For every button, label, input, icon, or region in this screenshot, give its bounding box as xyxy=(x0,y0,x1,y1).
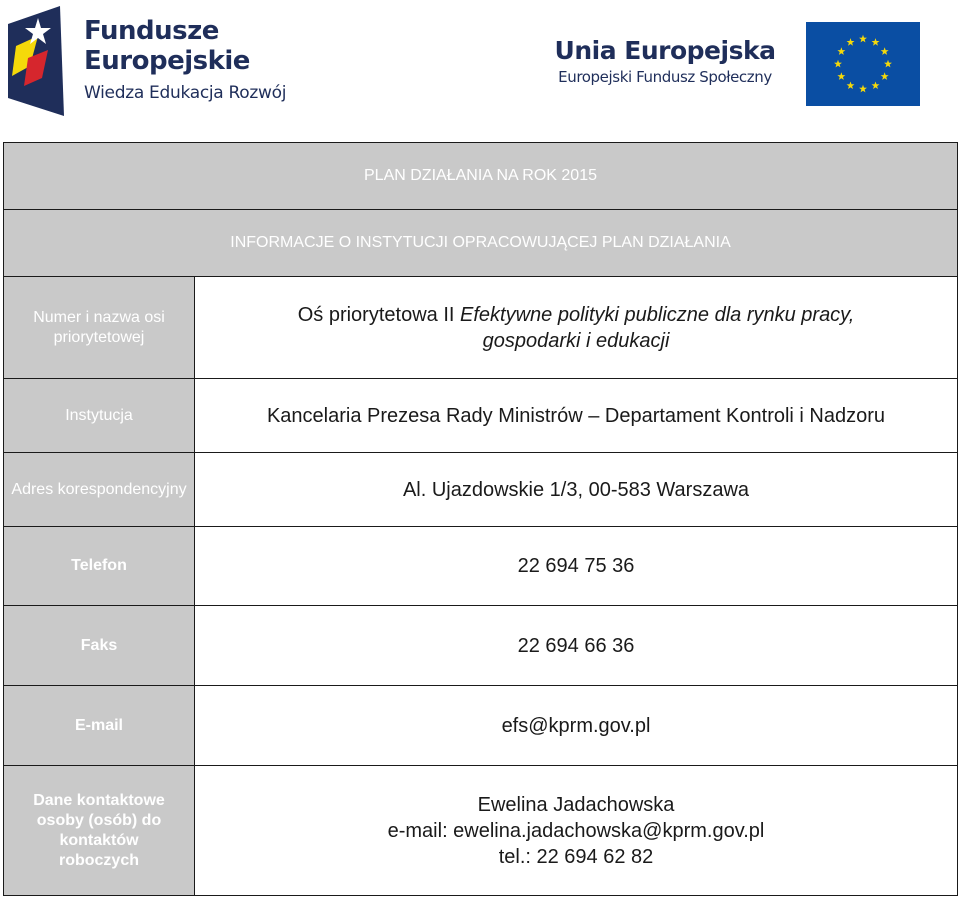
fax-value: 22 694 66 36 xyxy=(195,606,958,686)
eu-flag-icon xyxy=(806,22,920,106)
table-row-address xyxy=(4,453,958,527)
ue-title: Unia Europejska xyxy=(554,36,776,65)
page-header xyxy=(0,0,960,140)
address-label: Adres korespondencyjny xyxy=(4,453,195,527)
phone-label: Telefon xyxy=(4,527,195,606)
table-row-institution xyxy=(4,379,958,453)
axis-value-italic: Efektywne polityki publiczne dla rynku pracy, gospodarki i edukacji xyxy=(460,303,855,352)
unia-europejska-wordmark xyxy=(545,36,785,88)
axis-value xyxy=(195,277,958,379)
table-row-email xyxy=(4,686,958,766)
institution-label: Instytucja xyxy=(4,379,195,453)
fax-label: Faks xyxy=(4,606,195,686)
ue-subtitle: Europejski Fundusz Społeczny xyxy=(558,68,772,86)
contact-phone: tel.: 22 694 62 82 xyxy=(498,845,654,868)
contact-label: Dane kontaktowe osoby (osób) do kontaktów roboczych xyxy=(4,766,195,896)
contact-name: Ewelina Jadachowska xyxy=(477,793,675,816)
fe-title-line2: Europejskie xyxy=(84,46,250,76)
table-row-contact xyxy=(4,766,958,896)
institution-value: Kancelaria Prezesa Rady Ministrów – Departament Kontroli i Nadzoru xyxy=(195,379,958,453)
fundusze-europejskie-wordmark xyxy=(84,16,286,104)
email-label: E-mail xyxy=(4,686,195,766)
contact-email: e-mail: ewelina.jadachowska@kprm.gov.pl xyxy=(387,819,765,842)
address-value: Al. Ujazdowskie 1/3, 00-583 Warszawa xyxy=(195,453,958,527)
fe-title-line1: Fundusze xyxy=(84,16,219,46)
table-subtitle: INFORMACJE O INSTYTUCJI OPRACOWUJĄCEJ PLAN DZIAŁANIA xyxy=(4,210,958,277)
table-row-phone xyxy=(4,527,958,606)
fundusze-europejskie-logo-icon xyxy=(8,6,64,116)
fe-subtitle: Wiedza Edukacja Rozwój xyxy=(84,83,287,103)
table-row-axis xyxy=(4,277,958,379)
table-title: PLAN DZIAŁANIA NA ROK 2015 xyxy=(4,143,958,210)
axis-value-plain: Oś priorytetowa II xyxy=(297,303,460,326)
action-plan-table xyxy=(3,142,958,896)
phone-value: 22 694 75 36 xyxy=(195,527,958,606)
table-row-fax xyxy=(4,606,958,686)
email-value: efs@kprm.gov.pl xyxy=(195,686,958,766)
axis-label: Numer i nazwa osi priorytetowej xyxy=(4,277,195,379)
contact-value xyxy=(195,766,958,896)
